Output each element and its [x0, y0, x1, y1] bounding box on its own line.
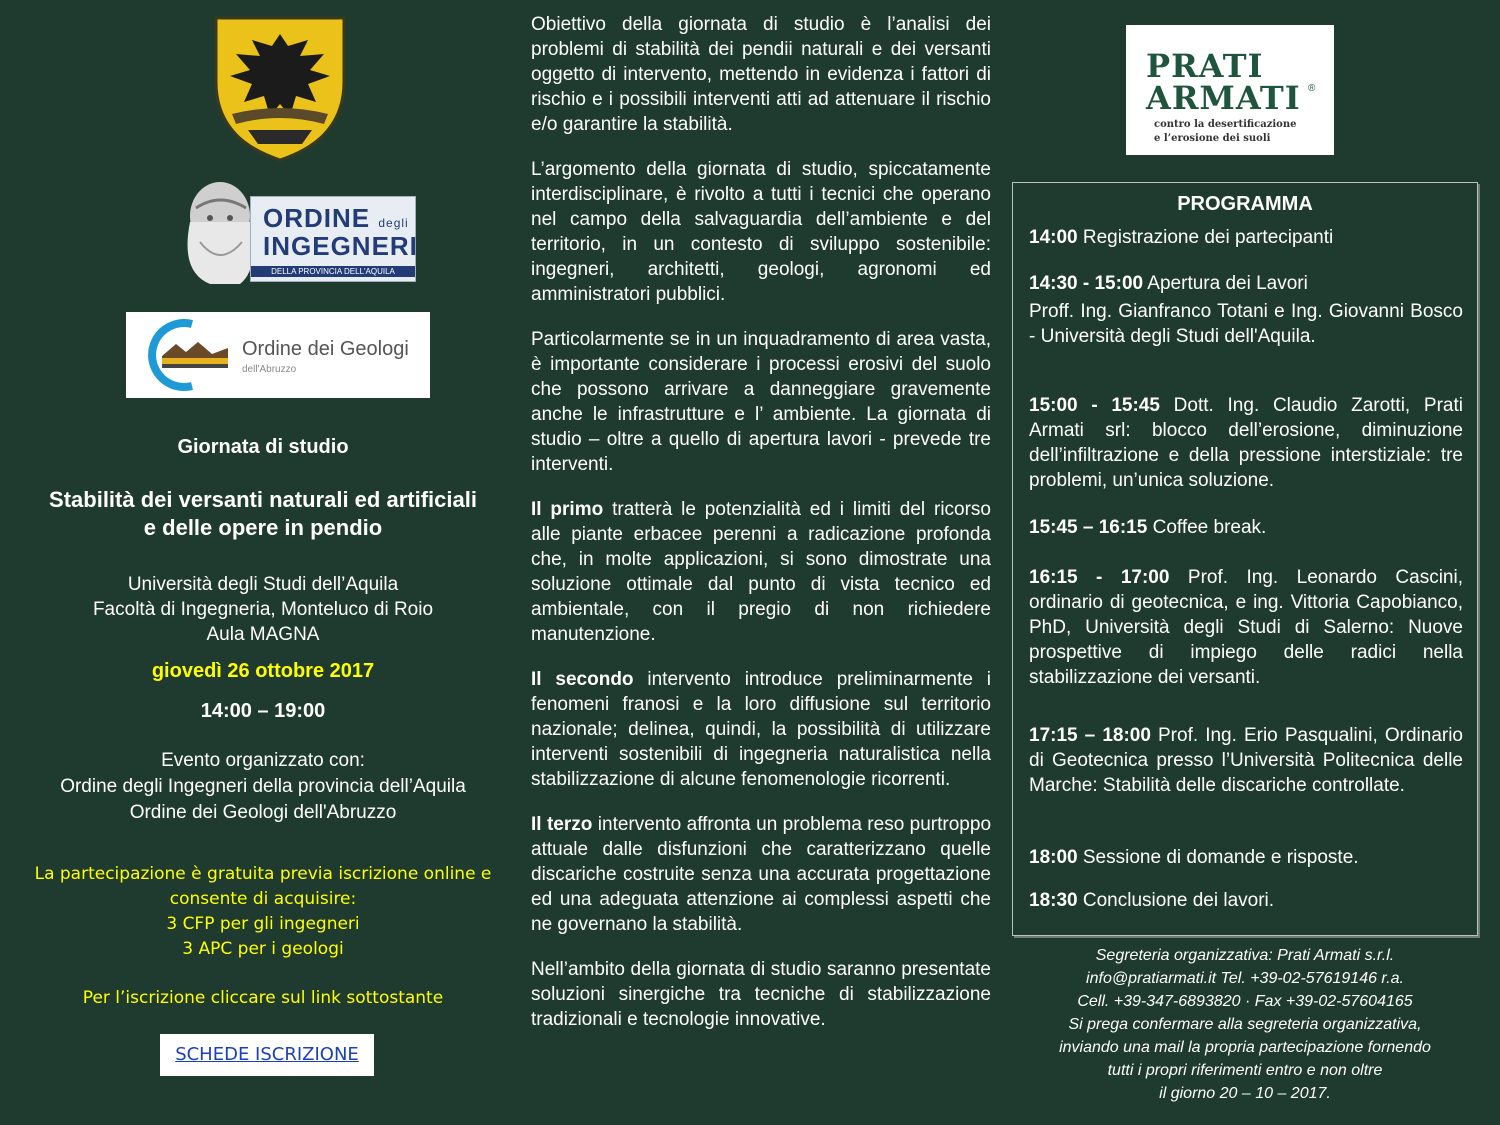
third-talk-text: intervento affronta un problema reso purtroppo attuale dalle disfunzioni che caratterizzano quelle discariche costruite senza una accurata progettazione ed una adeguata attenzione ai complessi aspetti che ne governano la stabilità. — [531, 814, 992, 935]
ordine-geologi-logo — [126, 312, 430, 398]
program-text: Proff. Ing. Gianfranco Totani e Ing. Giovanni Bosco - Università degli Studi dell'Aquila. — [1029, 301, 1463, 347]
program-time: 14:30 - 15:00 — [1029, 273, 1144, 294]
secretariat-line2: info@pratiarmati.it Tel. +39-02-57619146 r.a. — [1086, 970, 1404, 987]
program-text: Sessione di domande e risposte. — [1077, 847, 1359, 868]
event-location — [20, 572, 506, 647]
ingegneri-wordmark — [250, 196, 416, 282]
description-paragraph-2: L’argomento della giornata di studio, spiccatamente interdisciplinare, è rivolto a tutti i tecnici che operano nel campo della salvaguardia dell’ambiente e del territorio, in un contesto di sviluppo sostenibile: ingegneri, architetti, geologi, agronomi ed amministratori pubblici. — [531, 159, 991, 305]
secretariat-line4: Si prega confermare alla segreteria organizzativa, — [1068, 1016, 1422, 1033]
program-item — [1029, 271, 1463, 296]
second-talk-text: intervento introduce preliminarmente i fenomeni franosi e la loro diffusione sul territorio nazionale; delinea, quindi, la possibilità di utilizzare interventi sostenibili di ingegneria naturalistica nella stabilizzazione di alcune fenomenologie ricorrenti. — [531, 669, 991, 790]
event-date: giovedì 26 ottobre 2017 — [151, 660, 375, 682]
program-text: Prof. Ing. Erio Pasqualini, Ordinario di Geotecnica presso l’Università Politecnica delle Marche: Stabilità delle discariche controllate. — [1029, 725, 1463, 796]
program-time: 15:45 – 16:15 — [1029, 517, 1148, 538]
program-text: Dott. Ing. Claudio Zarotti, Prati Armati srl: blocco dell’erosione, diminuzione dell’infiltrazione e della pressione interstiziale: tre problemi, un’unica soluzione. — [1029, 395, 1463, 491]
description-paragraph-3: Particolarmente se in un inquadramento di area vasta, è importante considerare i processi erosivi del suolo che possono arrivare a danneggiare gravemente anche le infrastrutture e l’ ambiente. La giornata di studio – oltre a quello di apertura lavori - prevede tre interventi. — [531, 329, 991, 475]
location-line3: Aula MAGNA — [206, 624, 320, 645]
geo-logo-sub: dell'Abruzzo — [242, 364, 297, 375]
program-item — [1029, 888, 1463, 913]
registration-link-button[interactable]: SCHEDE ISCRIZIONE — [160, 1034, 374, 1076]
program-item — [1029, 393, 1463, 493]
description-paragraph-1: Obiettivo della giornata di studio è l’analisi dei problemi di stabilità dei pendii naturali e dei versanti oggetto di intervento, mettendo in evidenza i fattori di rischio e i possibili interventi atti ad attenuare il rischio e/o garantire la stabilità. — [531, 14, 991, 135]
participation-info — [20, 862, 506, 962]
pa-logo-tagline1: contro la desertificazione — [1154, 119, 1297, 130]
participation-line4: 3 APC per i geologi — [182, 939, 344, 959]
program-box — [1012, 182, 1478, 936]
location-line2: Facoltà di Ingegneria, Monteluco di Roio — [92, 599, 434, 620]
geo-logo-name: Ordine dei Geologi — [242, 338, 409, 360]
description-paragraph-6 — [531, 812, 991, 937]
secretariat-line3: Cell. +39-347-6893820 · Fax +39-02-57604165 — [1077, 993, 1413, 1010]
second-talk-label: Il secondo — [531, 669, 634, 690]
program-time: 14:00 — [1029, 227, 1078, 248]
program-text: Apertura dei Lavori — [1143, 273, 1308, 294]
program-item — [1029, 515, 1463, 540]
event-title-line1: Stabilità dei versanti naturali ed artificiali — [49, 487, 477, 512]
program-time: 16:15 - 17:00 — [1029, 567, 1170, 588]
third-talk-label: Il terzo — [531, 814, 593, 835]
ing-logo-line3: DELLA PROVINCIA DELL'AQUILA — [251, 266, 415, 277]
program-text: Registrazione dei partecipanti — [1077, 227, 1334, 248]
participation-line3: 3 CFP per gli ingegneri — [166, 914, 360, 934]
first-talk-label: Il primo — [531, 499, 604, 520]
registration-hint: Per l’iscrizione cliccare sul link sottostante — [82, 988, 444, 1008]
pa-logo-word2: ARMATI — [1146, 79, 1301, 117]
program-item — [1029, 845, 1463, 870]
ing-logo-small: degli — [378, 216, 409, 230]
description-column — [531, 12, 991, 1052]
program-time: 18:00 — [1029, 847, 1078, 868]
pa-logo-word1: PRATI — [1146, 47, 1264, 85]
program-item — [1029, 723, 1463, 798]
program-text: Prof. Ing. Leonardo Cascini, ordinario di geotecnica, e ing. Vittoria Capobianco, PhD, Università degli Studi di Salerno: Nuove prospettive di impiego delle radici nella stabilizzazione dei versanti. — [1029, 567, 1463, 688]
ing-logo-line2: INGEGNERI — [263, 231, 418, 261]
participation-line1: La partecipazione è gratuita previa iscrizione online e — [34, 864, 492, 884]
program-time: 18:30 — [1029, 890, 1078, 911]
organizers-line2: Ordine degli Ingegneri della provincia dell’Aquila — [60, 776, 466, 797]
description-paragraph-7: Nell’ambito della giornata di studio saranno presentate soluzioni sinergiche tra tecniche di stabilizzazione tradizionali e tecnologie innovative. — [531, 959, 991, 1030]
secretariat-line5: inviando una mail la propria partecipazione fornendo — [1059, 1039, 1431, 1056]
secretariat-line6: tutti i propri riferimenti entro e non oltre — [1107, 1062, 1383, 1079]
geologi-mark-icon — [132, 318, 236, 392]
description-paragraph-4 — [531, 497, 991, 647]
event-label: Giornata di studio — [177, 436, 349, 458]
location-line1: Università degli Studi dell’Aquila — [127, 574, 399, 595]
program-item — [1029, 299, 1463, 349]
ing-logo-line1: ORDINE — [263, 203, 371, 233]
organizers-line3: Ordine dei Geologi dell'Abruzzo — [129, 802, 397, 823]
event-time: 14:00 – 19:00 — [200, 700, 326, 722]
pa-logo-tagline2: e l’erosione dei suoli — [1154, 133, 1271, 144]
program-item — [1029, 225, 1463, 250]
participation-line2: consente di acquisire: — [169, 889, 357, 909]
program-title: PROGRAMMA — [1177, 193, 1313, 215]
event-title-line2: e delle opere in pendio — [143, 515, 383, 540]
program-text: Conclusione dei lavori. — [1077, 890, 1275, 911]
ordine-ingegneri-logo — [160, 172, 416, 286]
program-time: 15:00 - 15:45 — [1029, 395, 1160, 416]
program-time: 17:15 – 18:00 — [1029, 725, 1151, 746]
program-text: Coffee break. — [1147, 517, 1267, 538]
description-paragraph-5 — [531, 667, 991, 792]
aquila-crest-icon — [212, 12, 348, 162]
program-item — [1029, 565, 1463, 690]
prati-armati-logo — [1126, 25, 1334, 155]
first-talk-text: tratterà le potenzialità ed i limiti del ricorso alle piante erbacee perenni a radicazione profonda che, in molte applicazioni, si sono dimostrate una soluzione ottimale dal punto di vista tecnico ed ambientale, con il pregio di non richiedere manutenzione. — [531, 499, 991, 645]
pa-logo-registered: ® — [1308, 83, 1316, 94]
secretariat-line1: Segreteria organizzativa: Prati Armati s.r.l. — [1095, 947, 1395, 964]
event-organizers — [20, 748, 506, 826]
event-title — [20, 486, 506, 542]
organizers-line1: Evento organizzato con: — [161, 750, 365, 771]
secretariat-info — [1010, 944, 1480, 1105]
secretariat-line7: il giorno 20 – 10 – 2017. — [1159, 1085, 1331, 1102]
